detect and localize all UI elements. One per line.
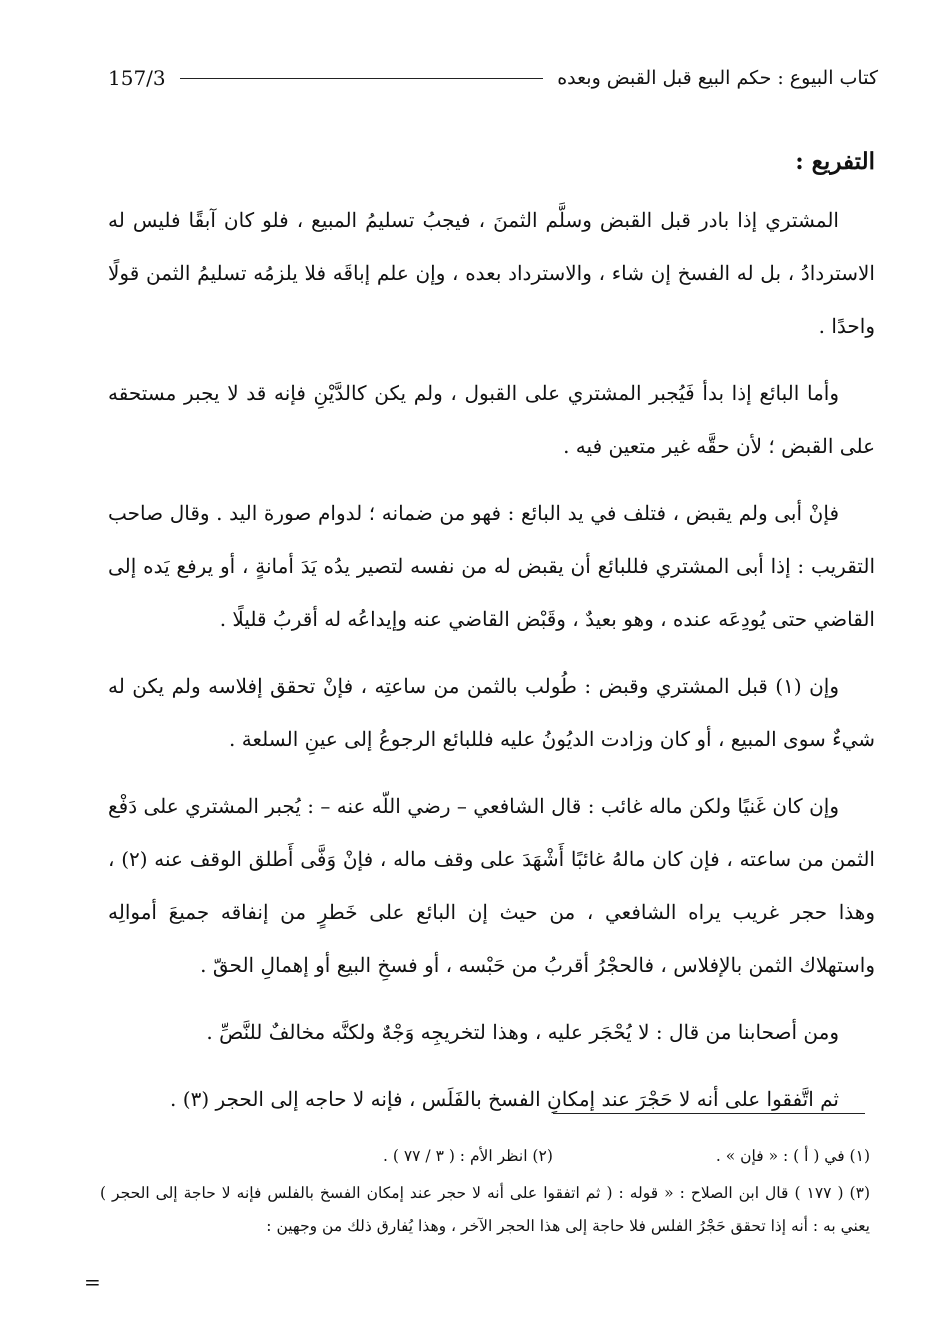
footnote-3: (٣) ( ١٧٧ ) قال ابن الصلاح : « قوله : ( ثم اتفقوا على أنه لا حجر عند إمكان الفسخ بالفلس فإنه لا حاجة إلى الحجر ) يعني به : أنه إذا تحقق حَجْرُ الفلس فلا حاجة إلى هذا الحجر الآخر ، وهذا يُفارق ذلك من وجهين : xyxy=(100,1184,870,1235)
footnote-row xyxy=(100,1140,870,1173)
footnotes xyxy=(100,1140,870,1243)
paragraph-2: وأما البائع إذا بدأ فَيُجبر المشتري على القبول ، ولم يكن كالدَّيْنِ فإنه قد لا يجبر مستحقه على القبض ؛ لأن حقَّه غير متعين فيه . xyxy=(108,381,875,458)
paragraph-5: وإن كان غَنيًا ولكن ماله غائب : قال الشافعي – رضي اللّه عنه – : يُجبر المشتري على دَفْع الثمن من ساعته ، فإن كان مالهُ غائبًا أَشْهَدَ على وقف ماله ، فإنْ وَفَّى أَطلق الوقف عنه (٢) ، وهذا حجر غريب يراه الشافعي ، من حيث إن البائع على خَطرٍ من إنفاقه جميعَ أموالِه واستهلاك الثمن بالإفلاس ، فالحجْرُ أقربُ من حَبْسه ، أو فسخِ البيع أو إهمالِ الحقّ . xyxy=(108,794,875,977)
footnote-1: (١) في ( أ ) : « فإن » . xyxy=(715,1147,870,1165)
paragraph-7: ثم اتَّفقوا على أنه لا حَجْرَ عند إمكانِ الفسخ بالفَلَس ، فإنه لا حاجه إلى الحجر (٣) . xyxy=(170,1087,839,1111)
paragraph-4: وإن (١) قبل المشتري وقبض : طُولب بالثمن من ساعتِه ، فإنْ تحقق إفلاسه ولم يكن له شيءٌ سوى المبيع ، أو كان وزادت الديُونُ عليه فللبائع الرجوعُ إلى عينِ السلعة . xyxy=(108,674,875,751)
section-heading: التفريع : xyxy=(795,148,875,175)
paragraph-3: فإنْ أبى ولم يقبض ، فتلف في يد البائع : فهو من ضمانه ؛ لدوام صورة اليد . وقال صاحب التقريب : إذا أبى المشتري فللبائع أن يقبض له من نفسه لتصير يدُه يَدَ أمانةٍ ، أو يرفع يَده إلى القاضي حتى يُودِعَه عنده ، وهو بعيدٌ ، وقَبْض القاضي عنه وإيداعُه له أقربُ قليلًا . xyxy=(108,501,875,631)
continuation-mark: = xyxy=(84,1270,101,1294)
footnote-2: (٢) انظر الأم : ( ٣ / ٧٧ ) . xyxy=(383,1147,553,1165)
paragraph-1: المشتري إذا بادر قبل القبض وسلَّم الثمنَ ، فيجبُ تسليمُ المبيع ، فلو كان آبقًا فليس له الاستردادُ ، بل له الفسخ إن شاء ، والاسترداد بعده ، وإن علم إباقَه فلا يلزمُه تسليمُ الثمن قولًا واحدًا . xyxy=(108,208,875,338)
paragraph-6: ومن أصحابنا من قال : لا يُحْجَر عليه ، وهذا لتخريجِه وَجْهٌ ولكنَّه مخالفٌ للنَّصِّ . xyxy=(206,1020,839,1044)
main-text xyxy=(108,138,875,1140)
footnote-separator xyxy=(553,1113,865,1114)
page-number: 157/3 xyxy=(108,66,166,90)
running-header xyxy=(108,58,878,98)
header-rule xyxy=(180,78,544,79)
header-title: كتاب البيوع : حكم البيع قبل القبض وبعده xyxy=(557,67,878,89)
